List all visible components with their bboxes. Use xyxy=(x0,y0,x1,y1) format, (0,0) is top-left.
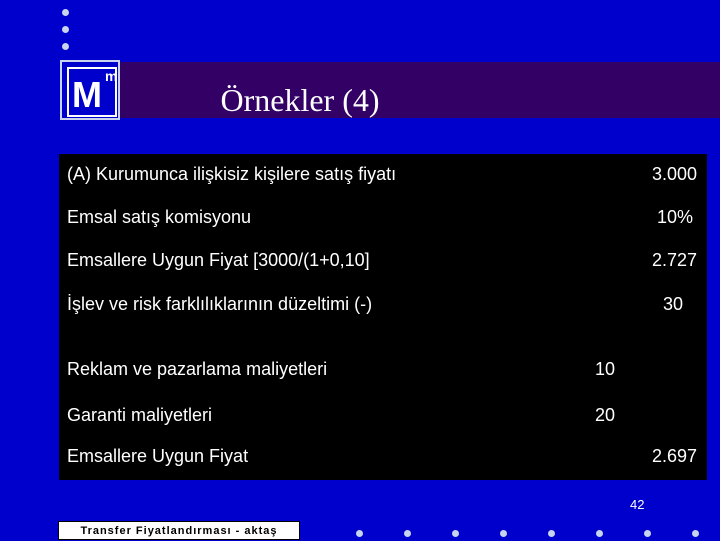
row-label-2: Emsallere Uygun Fiyat [3000/(1+0,10] xyxy=(67,250,370,270)
bullet-dot xyxy=(500,530,507,537)
logo-frame xyxy=(67,67,117,117)
row-value-1: 10% xyxy=(656,207,693,227)
row-value-6: 2.697 xyxy=(651,446,697,466)
logo-letter-small: m xyxy=(105,68,118,84)
bullet-dot xyxy=(62,9,69,16)
row-value-2: 2.727 xyxy=(651,250,697,270)
logo-letter-big: M xyxy=(72,74,102,115)
bullet-dot xyxy=(596,530,603,537)
bullet-dot xyxy=(644,530,651,537)
row-value-3: 30 xyxy=(662,294,683,314)
slide-title: Örnekler (4) xyxy=(220,82,380,118)
content-box xyxy=(59,154,707,480)
row-label-3: İşlev ve risk farklılıklarının düzeltimi (-) xyxy=(67,294,373,314)
bullet-dot xyxy=(548,530,555,537)
row-label-5: Garanti maliyetleri xyxy=(67,405,213,425)
bullet-dot xyxy=(62,43,69,50)
row-label-6: Emsallere Uygun Fiyat xyxy=(67,446,249,466)
bullet-dot xyxy=(692,530,699,537)
row-value-0: 3.000 xyxy=(651,164,697,184)
bullet-dot xyxy=(404,530,411,537)
title-band xyxy=(120,62,720,118)
logo xyxy=(60,60,120,120)
footer-label: Transfer Fiyatlandırması - aktaş xyxy=(58,521,300,540)
bullet-dot xyxy=(62,26,69,33)
page-number: 42 xyxy=(630,497,645,512)
bullet-dot xyxy=(356,530,363,537)
row-label-1: Emsal satış komisyonu xyxy=(67,207,252,227)
row-label-0: (A) Kurumunca ilişkisiz kişilere satış fiyatı xyxy=(67,164,397,184)
row-value-4: 10 xyxy=(595,359,616,379)
row-label-4: Reklam ve pazarlama maliyetleri xyxy=(67,359,328,379)
bullet-dot xyxy=(452,530,459,537)
row-value-5: 20 xyxy=(595,405,616,425)
